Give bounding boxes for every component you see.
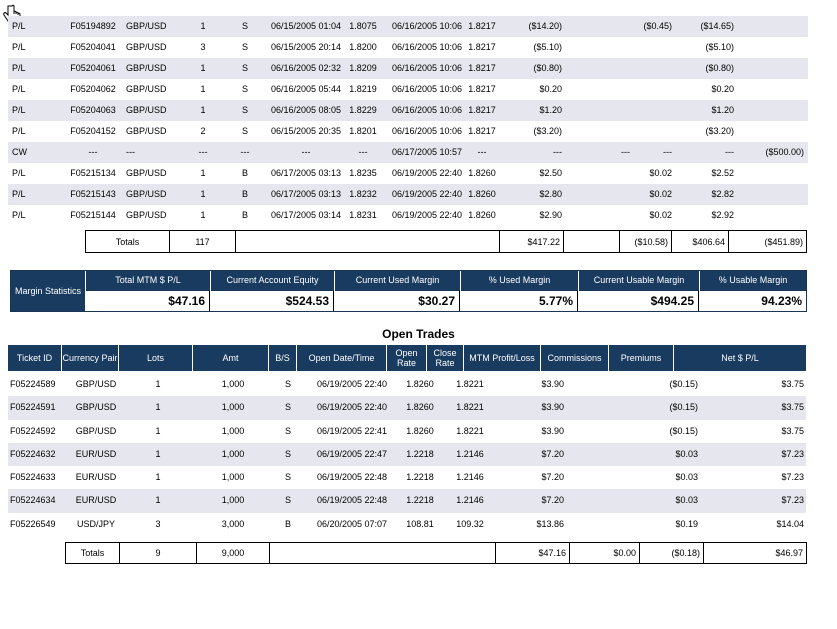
cell-prem: ($0.15) (669, 402, 698, 413)
cell-mtm: $7.20 (541, 448, 564, 459)
cell-prem: $0.03 (675, 448, 698, 459)
cell-bs: B (241, 168, 248, 178)
cell-close-rate: 1.2146 (456, 495, 484, 506)
cell-bs: B (241, 210, 248, 220)
cell-pair: GBP/USD (75, 402, 117, 413)
cell-open-rate: 1.8231 (349, 210, 377, 220)
cell-type: P/L (12, 84, 26, 94)
cell-close-date: 06/19/2005 22:40 (391, 189, 463, 199)
open-trade-row (8, 513, 806, 536)
cell-type: P/L (12, 126, 26, 136)
cell-net: $7.23 (781, 495, 804, 506)
cell-close-date: 06/16/2005 10:06 (391, 84, 463, 94)
ms-label: % Usable Margin (700, 271, 806, 291)
cell-close-rate: 109.32 (456, 518, 484, 529)
ms-value: 94.23% (700, 291, 806, 311)
open-totals-lots: 9 (120, 543, 197, 563)
cell-prem: ($0.15) (669, 379, 698, 389)
cell-amt: 1,000 (221, 448, 245, 459)
cell-open-rate: 1.2218 (406, 448, 434, 459)
margin-statistics (10, 270, 807, 312)
totals-net: $406.64 (672, 231, 729, 252)
cell-bal: ($500.00) (765, 147, 804, 157)
cell-close-rate: 1.8260 (468, 168, 496, 178)
cell-pl: $2.50 (539, 168, 562, 178)
cell-bs: S (284, 425, 291, 436)
cell-open-date: --- (301, 147, 311, 157)
closed-trade-row (8, 121, 808, 142)
cell-lots: 1 (155, 379, 161, 389)
cell-pair: GBP/USD (126, 126, 167, 136)
cell-pair: EUR/USD (75, 448, 117, 459)
cell-net: $0.20 (711, 84, 734, 94)
ms-label: Current Usable Margin (579, 271, 699, 291)
cell-lots: 3 (155, 518, 161, 529)
cell-ticket: F05224634 (10, 495, 56, 506)
totals-lots: 117 (170, 231, 236, 252)
cell-open-date: 06/19/2005 22:48 (316, 495, 388, 506)
cell-mtm: $13.86 (536, 518, 564, 529)
closed-trade-row (8, 205, 808, 226)
ms-value: $524.53 (211, 291, 334, 311)
cell-ticket: F05204152 (70, 126, 116, 136)
totals-comm (564, 231, 620, 252)
ms-account-equity (210, 271, 334, 311)
cell-pair: GBP/USD (126, 42, 167, 52)
totals-pl: $417.22 (500, 231, 564, 252)
cell-close-date: 06/16/2005 10:06 (391, 105, 463, 115)
cell-open-date: 06/20/2005 07:07 (316, 518, 388, 529)
cell-comm: --- (621, 147, 630, 157)
cell-bs: S (284, 402, 291, 413)
cell-type: P/L (12, 189, 26, 199)
cell-mtm: $7.20 (541, 495, 564, 506)
cell-prem: $0.19 (675, 518, 698, 529)
open-trade-row (8, 373, 806, 396)
cell-close-rate: 1.8221 (456, 379, 484, 389)
open-trade-row (8, 420, 806, 443)
cell-open-date: 06/16/2005 08:05 (270, 105, 342, 115)
cell-pair: GBP/USD (75, 425, 117, 436)
totals-label: Totals (86, 231, 170, 252)
cell-amt: 1,000 (221, 472, 245, 483)
column-header: B/S (269, 345, 297, 371)
cell-type: CW (12, 147, 27, 157)
closed-trade-row (8, 37, 808, 58)
closed-trade-row (8, 16, 808, 37)
cell-amt: 3,000 (221, 518, 245, 529)
cell-pair: GBP/USD (126, 168, 167, 178)
cell-prem: $0.02 (649, 168, 672, 178)
cell-open-rate: 1.8209 (349, 63, 377, 73)
cell-pair: --- (126, 147, 135, 157)
cell-lots: 3 (200, 42, 206, 52)
ms-usable-margin (578, 271, 699, 311)
cell-mtm: $3.90 (541, 425, 564, 436)
cell-type: P/L (12, 168, 26, 178)
closed-trades-table (8, 16, 808, 226)
cell-net: $7.23 (781, 448, 804, 459)
cell-lots: --- (198, 147, 208, 157)
cell-close-rate: 1.2146 (456, 448, 484, 459)
cell-lots: 1 (200, 63, 206, 73)
cell-open-rate: 1.8200 (349, 42, 377, 52)
cell-ticket: F05224592 (10, 425, 56, 436)
closed-trade-row (8, 100, 808, 121)
cell-open-date: 06/19/2005 22:40 (316, 379, 388, 389)
cell-close-rate: 1.8221 (456, 425, 484, 436)
cell-bs: S (284, 495, 291, 506)
cell-open-date: 06/16/2005 05:44 (270, 84, 342, 94)
cell-pair: GBP/USD (126, 210, 167, 220)
closed-trade-row (8, 58, 808, 79)
cell-close-rate: 1.2146 (456, 472, 484, 483)
cell-open-date: 06/17/2005 03:13 (270, 168, 342, 178)
cell-net: $2.52 (711, 168, 734, 178)
cell-ticket: F05224632 (10, 448, 56, 459)
cell-close-date: 06/16/2005 10:06 (391, 126, 463, 136)
column-header: Close Rate (427, 345, 464, 371)
cell-lots: 1 (200, 105, 206, 115)
cell-net: $1.20 (711, 105, 734, 115)
open-totals-net: $46.97 (775, 548, 803, 558)
cell-mtm: $3.90 (541, 379, 564, 389)
cell-bs: B (241, 189, 248, 199)
cell-prem: --- (663, 147, 672, 157)
cell-close-date: 06/19/2005 22:40 (391, 210, 463, 220)
cell-open-date: 06/19/2005 22:48 (316, 472, 388, 483)
cell-pair: EUR/USD (75, 495, 117, 506)
cell-net: ($14.65) (700, 21, 734, 31)
totals-prem: ($10.58) (620, 231, 672, 252)
cell-net: $2.82 (711, 189, 734, 199)
cell-mtm: $3.90 (541, 402, 564, 413)
cell-close-rate: 1.8260 (468, 189, 496, 199)
cell-pl: $0.20 (539, 84, 562, 94)
cell-bs: S (241, 105, 248, 115)
column-header: Commissions (541, 345, 609, 371)
cell-net: $3.75 (781, 379, 804, 389)
cell-open-rate: 1.8260 (406, 379, 434, 389)
cell-bs: S (241, 21, 248, 31)
cell-ticket: F05204061 (70, 63, 116, 73)
cell-ticket: F05204062 (70, 84, 116, 94)
cell-close-rate: 1.8260 (468, 210, 496, 220)
cell-type: P/L (12, 63, 26, 73)
cell-open-date: 06/19/2005 22:40 (316, 402, 388, 413)
cell-net: ($0.80) (705, 63, 734, 73)
cell-open-date: 06/17/2005 03:14 (270, 210, 342, 220)
cell-ticket: F05224589 (10, 379, 56, 389)
open-totals-label: Totals (66, 543, 120, 563)
cell-close-rate: 1.8217 (468, 42, 496, 52)
cell-pair: GBP/USD (75, 379, 117, 389)
cell-pair: GBP/USD (126, 21, 167, 31)
cell-lots: 1 (155, 425, 161, 436)
closed-trade-row (8, 142, 808, 163)
cell-open-rate: 1.8232 (349, 189, 377, 199)
cell-pair: USD/JPY (76, 518, 115, 529)
open-trades-title: Open Trades (382, 327, 455, 341)
cell-lots: 1 (200, 210, 206, 220)
cell-net: $2.92 (711, 210, 734, 220)
cell-open-rate: --- (358, 147, 368, 157)
cell-close-date: 06/19/2005 22:40 (391, 168, 463, 178)
column-header: Net $ P/L (721, 353, 759, 363)
cell-pl: $2.80 (539, 189, 562, 199)
open-trade-row (8, 443, 806, 466)
cell-ticket: F05215144 (70, 210, 116, 220)
cell-lots: 1 (200, 21, 206, 31)
cell-prem: $0.02 (649, 210, 672, 220)
cell-ticket: F05226549 (10, 518, 56, 529)
cell-open-rate: 1.2218 (406, 472, 434, 483)
cell-bs: S (284, 379, 291, 389)
cell-net: --- (725, 147, 734, 157)
margin-statistics-header: Margin Statistics (11, 271, 85, 311)
cell-prem: $0.03 (675, 472, 698, 483)
closed-trade-row (8, 184, 808, 205)
cell-net: $7.23 (781, 472, 804, 483)
cell-prem: ($0.45) (643, 21, 672, 31)
cell-pair: GBP/USD (126, 105, 167, 115)
cell-open-date: 06/19/2005 22:41 (316, 425, 388, 436)
ms-label: Current Used Margin (335, 271, 460, 291)
column-header: Ticket ID (8, 345, 62, 371)
open-trade-row (8, 396, 806, 419)
cell-open-date: 06/15/2005 20:14 (270, 42, 342, 52)
ms-label: Current Account Equity (211, 271, 334, 291)
cell-net: $3.75 (781, 402, 804, 413)
cell-pl: $1.20 (539, 105, 562, 115)
cell-pl: --- (553, 147, 562, 157)
cell-lots: 2 (200, 126, 206, 136)
open-totals-mtm: $47.16 (496, 543, 570, 563)
ms-value: 5.77% (461, 291, 578, 311)
column-header: Currency Pair (62, 345, 119, 371)
cell-open-rate: 1.8229 (349, 105, 377, 115)
cell-type: P/L (12, 105, 26, 115)
cell-close-rate: 1.8217 (468, 126, 496, 136)
ms-value: $494.25 (579, 291, 699, 311)
open-totals-prem: ($0.18) (640, 543, 704, 563)
cell-open-date: 06/15/2005 01:04 (270, 21, 342, 31)
cell-pair: GBP/USD (126, 84, 167, 94)
open-totals-comm: $0.00 (570, 543, 640, 563)
cell-bs: S (241, 84, 248, 94)
open-trades-table (8, 373, 806, 536)
open-trade-row (8, 489, 806, 512)
cell-open-rate: 1.8235 (349, 168, 377, 178)
cell-bs: S (284, 472, 291, 483)
cell-prem: $0.03 (675, 495, 698, 506)
cell-bs: --- (240, 147, 250, 157)
cell-mtm: $7.20 (541, 472, 564, 483)
cell-open-rate: 1.8201 (349, 126, 377, 136)
ms-pct-used-margin (460, 271, 578, 311)
cell-amt: 1,000 (221, 425, 245, 436)
cell-lots: 1 (200, 189, 206, 199)
cell-pl: ($14.20) (528, 21, 562, 31)
cell-type: P/L (12, 42, 26, 52)
cell-bs: S (241, 126, 248, 136)
closed-totals-row (85, 230, 807, 253)
cell-net: $14.04 (776, 518, 804, 529)
totals-balance: ($451.89) (764, 236, 803, 247)
cell-lots: 1 (155, 402, 161, 413)
cell-open-date: 06/16/2005 02:32 (270, 63, 342, 73)
cell-open-rate: 1.8260 (406, 402, 434, 413)
column-header: MTM Profit/Loss (464, 345, 541, 371)
cell-ticket: F05204041 (70, 42, 116, 52)
open-trades-header (8, 345, 806, 371)
cell-ticket: --- (88, 147, 98, 157)
cell-close-date: 06/16/2005 10:06 (391, 21, 463, 31)
cell-type: P/L (12, 210, 26, 220)
column-header: Lots (119, 345, 193, 371)
cell-ticket: F05194892 (70, 21, 116, 31)
ms-used-margin (334, 271, 460, 311)
cell-ticket: F05224633 (10, 472, 56, 483)
cell-amt: 1,000 (221, 495, 245, 506)
cell-prem: ($0.15) (669, 425, 698, 436)
cell-amt: 1,000 (221, 402, 245, 413)
cell-amt: 1,000 (221, 379, 245, 389)
cell-bs: B (284, 518, 291, 529)
cell-close-rate: 1.8217 (468, 21, 496, 31)
cell-bs: S (284, 448, 291, 459)
cell-prem: $0.02 (649, 189, 672, 199)
ms-total-mtm (85, 271, 210, 311)
cell-pl: ($3.20) (533, 126, 562, 136)
cell-bs: S (241, 42, 248, 52)
cell-ticket: F05204063 (70, 105, 116, 115)
column-header: Premiums (609, 345, 674, 371)
open-totals-amt: 9,000 (197, 543, 270, 563)
cell-pair: EUR/USD (75, 472, 117, 483)
cell-lots: 1 (155, 472, 161, 483)
cell-close-date: 06/16/2005 10:06 (391, 42, 463, 52)
cell-close-rate: 1.8221 (456, 402, 484, 413)
ms-label: Total MTM $ P/L (86, 271, 210, 291)
open-trade-row (8, 466, 806, 489)
cell-open-rate: 1.8260 (406, 425, 434, 436)
cell-bs: S (241, 63, 248, 73)
ms-value: $30.27 (335, 291, 460, 311)
cell-ticket: F05215134 (70, 168, 116, 178)
ms-pct-usable-margin (699, 271, 806, 311)
column-header: Open Rate (387, 345, 427, 371)
open-totals-row (65, 542, 807, 564)
cell-net: ($3.20) (705, 126, 734, 136)
cell-open-rate: 1.8219 (349, 84, 377, 94)
cell-open-rate: 1.2218 (406, 495, 434, 506)
cell-close-rate: 1.8217 (468, 63, 496, 73)
cell-net: ($5.10) (705, 42, 734, 52)
cell-pl: ($0.80) (533, 63, 562, 73)
cell-open-date: 06/19/2005 22:47 (316, 448, 388, 459)
cell-close-rate: 1.8217 (468, 84, 496, 94)
cell-pair: GBP/USD (126, 189, 167, 199)
ms-value: $47.16 (86, 291, 210, 311)
cell-ticket: F05224591 (10, 402, 56, 413)
cell-pl: $2.90 (539, 210, 562, 220)
cell-lots: 1 (200, 84, 206, 94)
column-header: Amt (193, 345, 269, 371)
cell-open-date: 06/17/2005 03:13 (270, 189, 342, 199)
cell-open-rate: 1.8075 (349, 21, 377, 31)
ms-label: % Used Margin (461, 271, 578, 291)
cell-net: $3.75 (781, 425, 804, 436)
cell-ticket: F05215143 (70, 189, 116, 199)
cell-lots: 1 (155, 495, 161, 506)
column-header: Open Date/Time (297, 345, 387, 371)
cell-type: P/L (12, 21, 26, 31)
cell-pl: ($5.10) (533, 42, 562, 52)
cell-pair: GBP/USD (126, 63, 167, 73)
cell-close-rate: 1.8217 (468, 105, 496, 115)
closed-trade-row (8, 163, 808, 184)
cell-open-rate: 108.81 (406, 518, 434, 529)
cell-close-date: 06/17/2005 10:57 (391, 147, 463, 157)
closed-trade-row (8, 79, 808, 100)
cell-lots: 1 (200, 168, 206, 178)
cell-close-rate: --- (477, 147, 487, 157)
cell-close-date: 06/16/2005 10:06 (391, 63, 463, 73)
cell-lots: 1 (155, 448, 161, 459)
cell-open-date: 06/15/2005 20:35 (270, 126, 342, 136)
